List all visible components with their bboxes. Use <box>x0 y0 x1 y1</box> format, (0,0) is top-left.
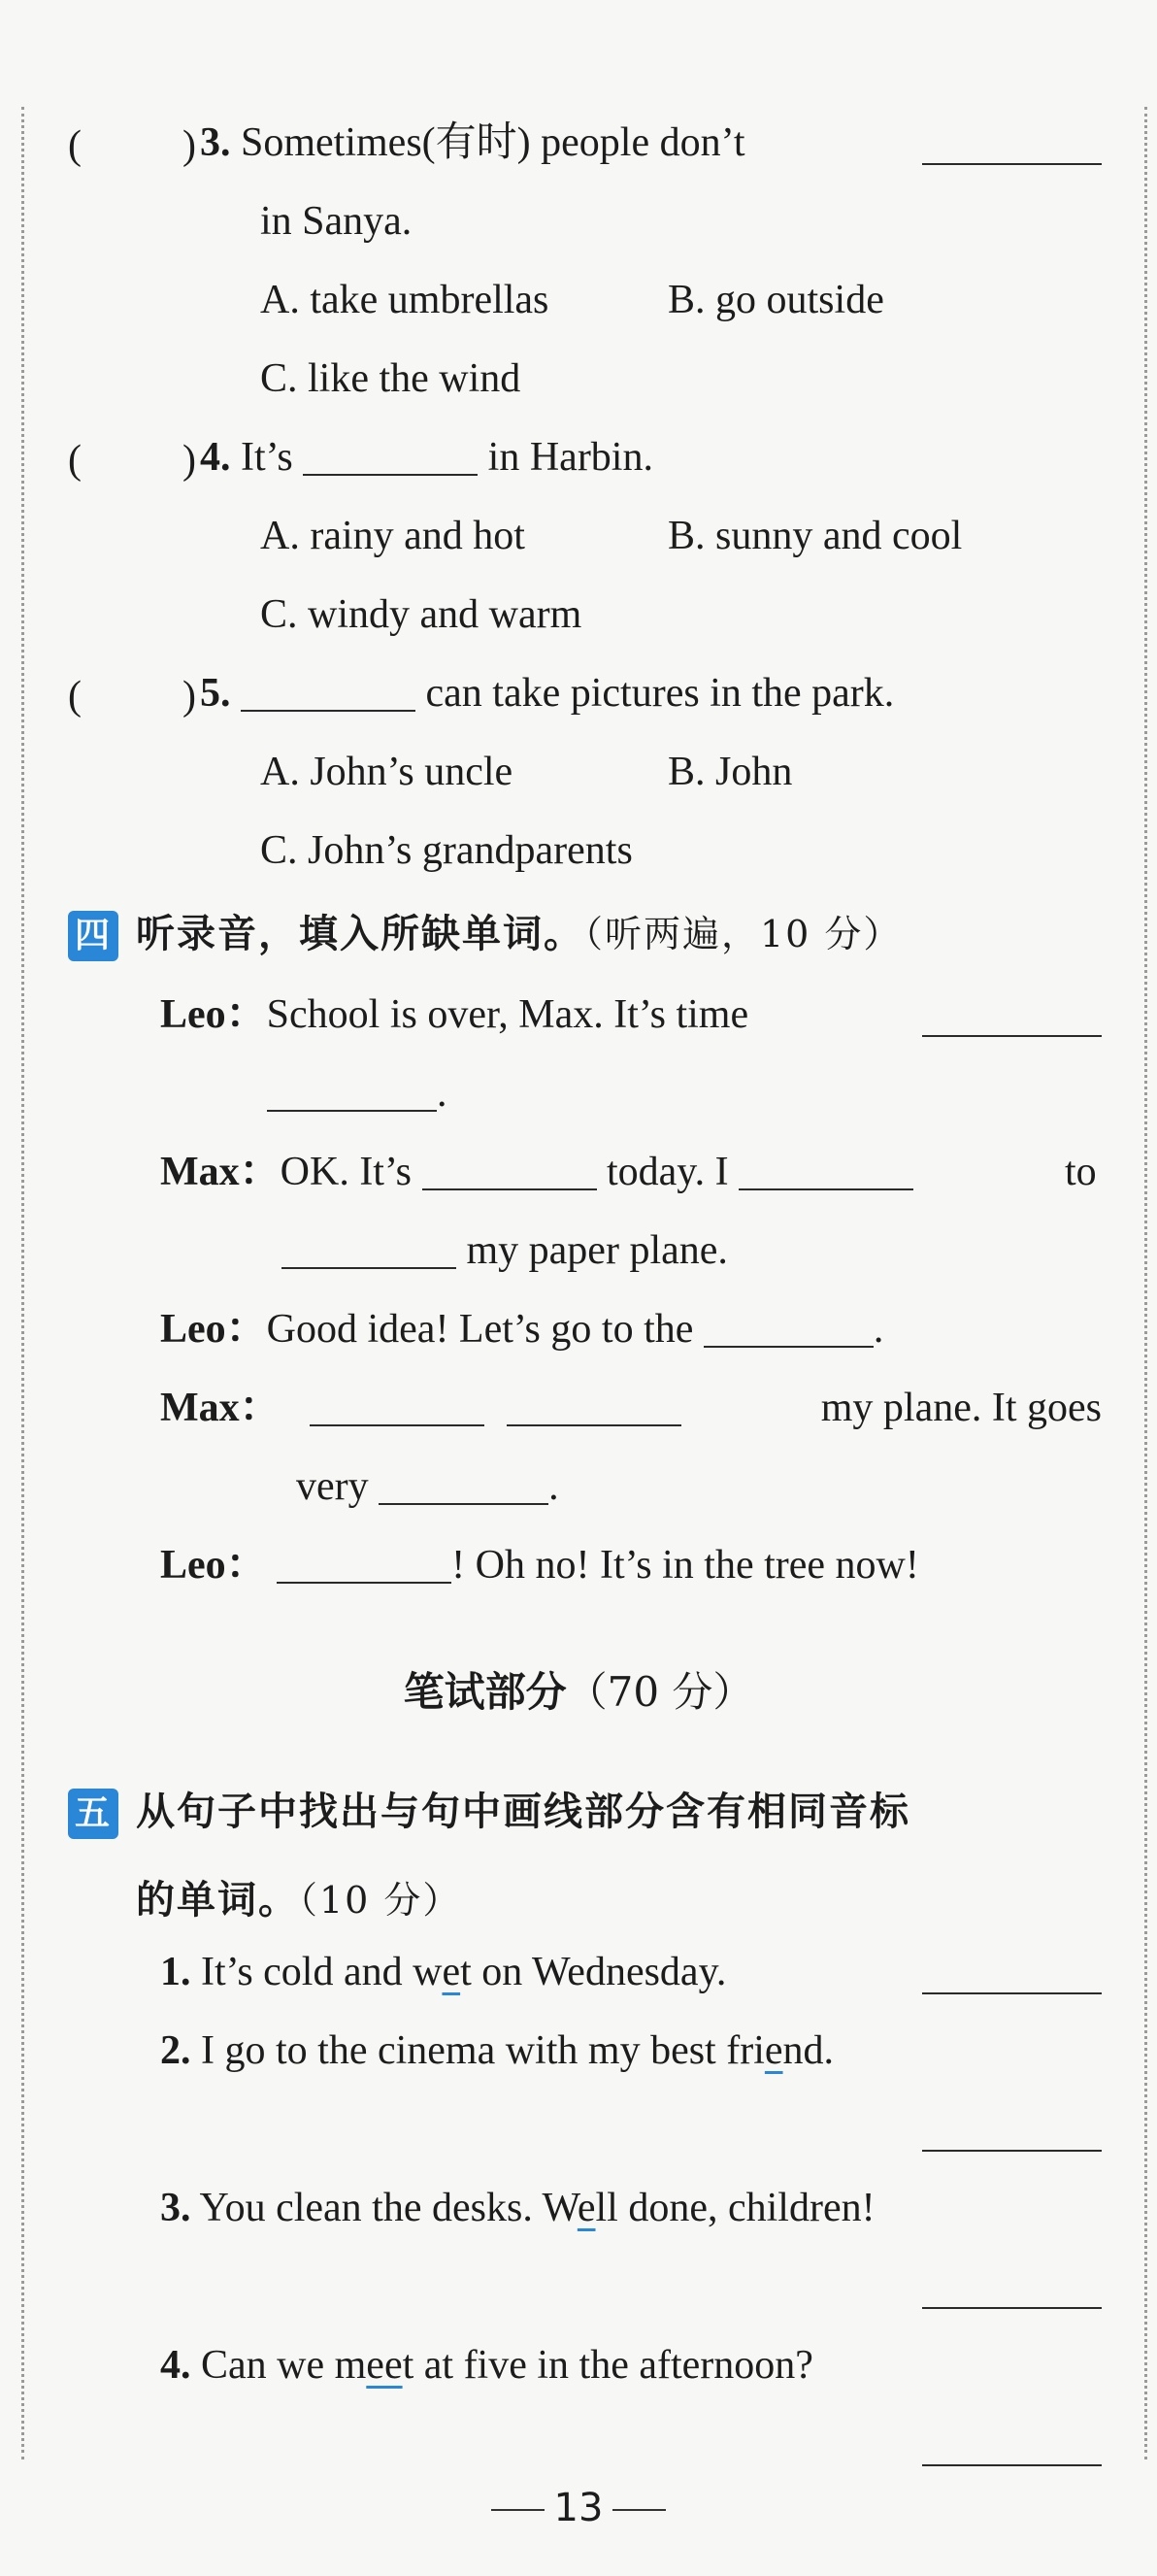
dialogue-text: Good idea! Let’s go to the <box>266 1307 694 1352</box>
speaker-label: Max： <box>160 1386 281 1430</box>
question-4-option-b[interactable]: B. sunny and cool <box>668 514 963 558</box>
page-number: 13 <box>553 2486 604 2530</box>
question-4-blank[interactable] <box>303 439 478 476</box>
question-text-before: It’s <box>241 435 293 480</box>
dialogue-text-4-1: my plane. It goes <box>820 1386 1102 1430</box>
dialogue-blank-4b[interactable] <box>507 1389 681 1426</box>
left-dotted-margin <box>21 107 24 2459</box>
speaker-label: Leo： <box>160 1307 267 1352</box>
question-text: Sometimes(有时) people don’t <box>241 120 745 165</box>
question-4-option-a[interactable]: A. rainy and hot <box>260 514 525 558</box>
dialogue-blank-1a[interactable] <box>922 1000 1102 1037</box>
question-5-option-b[interactable]: B. John <box>668 750 793 794</box>
dialogue-text-4-2: very <box>296 1464 369 1509</box>
answer-paren-open-3: ( <box>68 123 82 168</box>
section-5-item-4 <box>160 2345 813 2386</box>
item-underlined: e <box>764 2028 783 2073</box>
answer-paren-open-4: ( <box>68 438 82 483</box>
section-5-answer-line-1[interactable] <box>922 1992 1102 1994</box>
section-5-answer-line-3[interactable] <box>922 2307 1102 2309</box>
question-5-blank[interactable] <box>241 675 415 712</box>
section-5-heading-cont <box>136 1869 461 1924</box>
dialogue-line-1-cont: . <box>267 1073 447 1114</box>
item-underlined: e <box>442 1950 461 1994</box>
question-number: 5. <box>200 671 231 716</box>
item-text-before: It’s cold and w <box>201 1950 443 1994</box>
item-number: 2. <box>160 2028 191 2073</box>
page-footer <box>0 2486 1157 2530</box>
dialogue-blank-2a[interactable] <box>422 1154 597 1190</box>
item-number: 1. <box>160 1950 191 1994</box>
question-3-option-c[interactable]: C. like the wind <box>260 356 521 401</box>
written-part-title <box>0 1660 1157 1719</box>
item-underlined: ee <box>366 2343 403 2388</box>
dialogue-text: ! Oh no! It’s in the tree now! <box>451 1543 919 1588</box>
footer-dash-right <box>612 2509 666 2511</box>
section-5-item-1 <box>160 1952 726 1992</box>
dialogue-line-4 <box>160 1388 681 1428</box>
section-4-badge: 四 <box>68 911 118 961</box>
question-3-stem-cont: in Sanya. <box>260 199 413 244</box>
footer-dash-left <box>491 2509 545 2511</box>
dialogue-text: School is over, Max. It’s time <box>266 992 749 1037</box>
section-5-heading <box>68 1781 910 1839</box>
question-5-option-a[interactable]: A. John’s uncle <box>260 750 513 794</box>
section-5-item-2 <box>160 2030 834 2071</box>
item-text-after: ll done, children! <box>595 2186 876 2230</box>
question-5-stem <box>200 673 894 714</box>
section-5-answer-line-4[interactable] <box>922 2464 1102 2466</box>
question-3-blank[interactable] <box>922 128 1102 165</box>
question-number: 3. <box>200 120 231 165</box>
section-5-badge: 五 <box>68 1789 118 1839</box>
item-text-after: t at five in the afternoon? <box>402 2343 813 2388</box>
speaker-label: Max： <box>160 1150 281 1194</box>
written-part-label: 笔试部分 <box>403 1668 567 1716</box>
item-number: 3. <box>160 2186 191 2230</box>
dialogue-line-4-cont: very . <box>296 1464 559 1509</box>
answer-paren-close-5: ) <box>182 674 196 719</box>
section-5-title-line2: 的单词。 <box>136 1878 299 1923</box>
question-3-option-a[interactable]: A. take umbrellas <box>260 278 549 322</box>
dialogue-line-2-cont <box>281 1230 728 1271</box>
speaker-label: Leo： <box>160 1543 267 1588</box>
question-4-option-c[interactable]: C. windy and warm <box>260 592 582 637</box>
dialogue-blank-4a[interactable] <box>310 1389 484 1426</box>
dialogue-line-2 <box>160 1152 913 1192</box>
section-5-answer-line-2[interactable] <box>922 2150 1102 2152</box>
written-part-score: （70 分） <box>566 1668 754 1716</box>
section-5-item-3 <box>160 2188 876 2228</box>
answer-paren-close-3: ) <box>182 123 196 168</box>
question-text-after: can take pictures in the park. <box>425 671 895 716</box>
section-4-note: （听两遍，10 分） <box>584 913 903 955</box>
answer-paren-close-4: ) <box>182 438 196 483</box>
right-dotted-margin <box>1144 107 1147 2459</box>
question-text-after: in Harbin. <box>487 435 653 480</box>
question-5-option-c[interactable]: C. John’s grandparents <box>260 828 633 873</box>
dialogue-line-5 <box>160 1545 919 1586</box>
dialogue-line-3: Leo：Good idea! Let’s go to the . <box>160 1307 884 1352</box>
question-number: 4. <box>200 435 231 480</box>
item-text-after: t on Wednesday. <box>460 1950 727 1994</box>
dialogue-blank-2c[interactable] <box>281 1232 456 1269</box>
speaker-label: Leo： <box>160 992 267 1037</box>
dialogue-blank-3[interactable] <box>704 1311 874 1348</box>
dialogue-text-3: to <box>1065 1150 1097 1194</box>
item-number: 4. <box>160 2343 191 2388</box>
dialogue-blank-4c[interactable] <box>379 1468 548 1505</box>
dialogue-blank-5[interactable] <box>277 1547 451 1584</box>
item-text-before: You clean the desks. W <box>199 2186 578 2230</box>
item-underlined: e <box>577 2186 596 2230</box>
question-3-option-b[interactable]: B. go outside <box>668 278 884 322</box>
section-5-note: （10 分） <box>299 1879 462 1922</box>
section-4-title: 听录音，填入所缺单词。 <box>136 912 584 956</box>
section-4-heading <box>68 903 902 961</box>
dialogue-blank-1b[interactable] <box>267 1075 437 1112</box>
dialogue-line-1 <box>160 994 748 1035</box>
dialogue-text-4: my paper plane. <box>466 1228 728 1273</box>
dialogue-text-1: OK. It’s <box>280 1150 412 1194</box>
section-5-title-line1: 从句子中找出与句中画线部分含有相同音标 <box>136 1790 910 1834</box>
item-text-before: I go to the cinema with my best fri <box>201 2028 765 2073</box>
question-4-stem <box>200 437 653 478</box>
dialogue-blank-2b[interactable] <box>739 1154 913 1190</box>
answer-paren-open-5: ( <box>68 674 82 719</box>
item-text-after: nd. <box>782 2028 835 2073</box>
question-3-stem <box>200 122 744 163</box>
dialogue-text-2: today. I <box>607 1150 729 1194</box>
item-text-before: Can we m <box>201 2343 367 2388</box>
